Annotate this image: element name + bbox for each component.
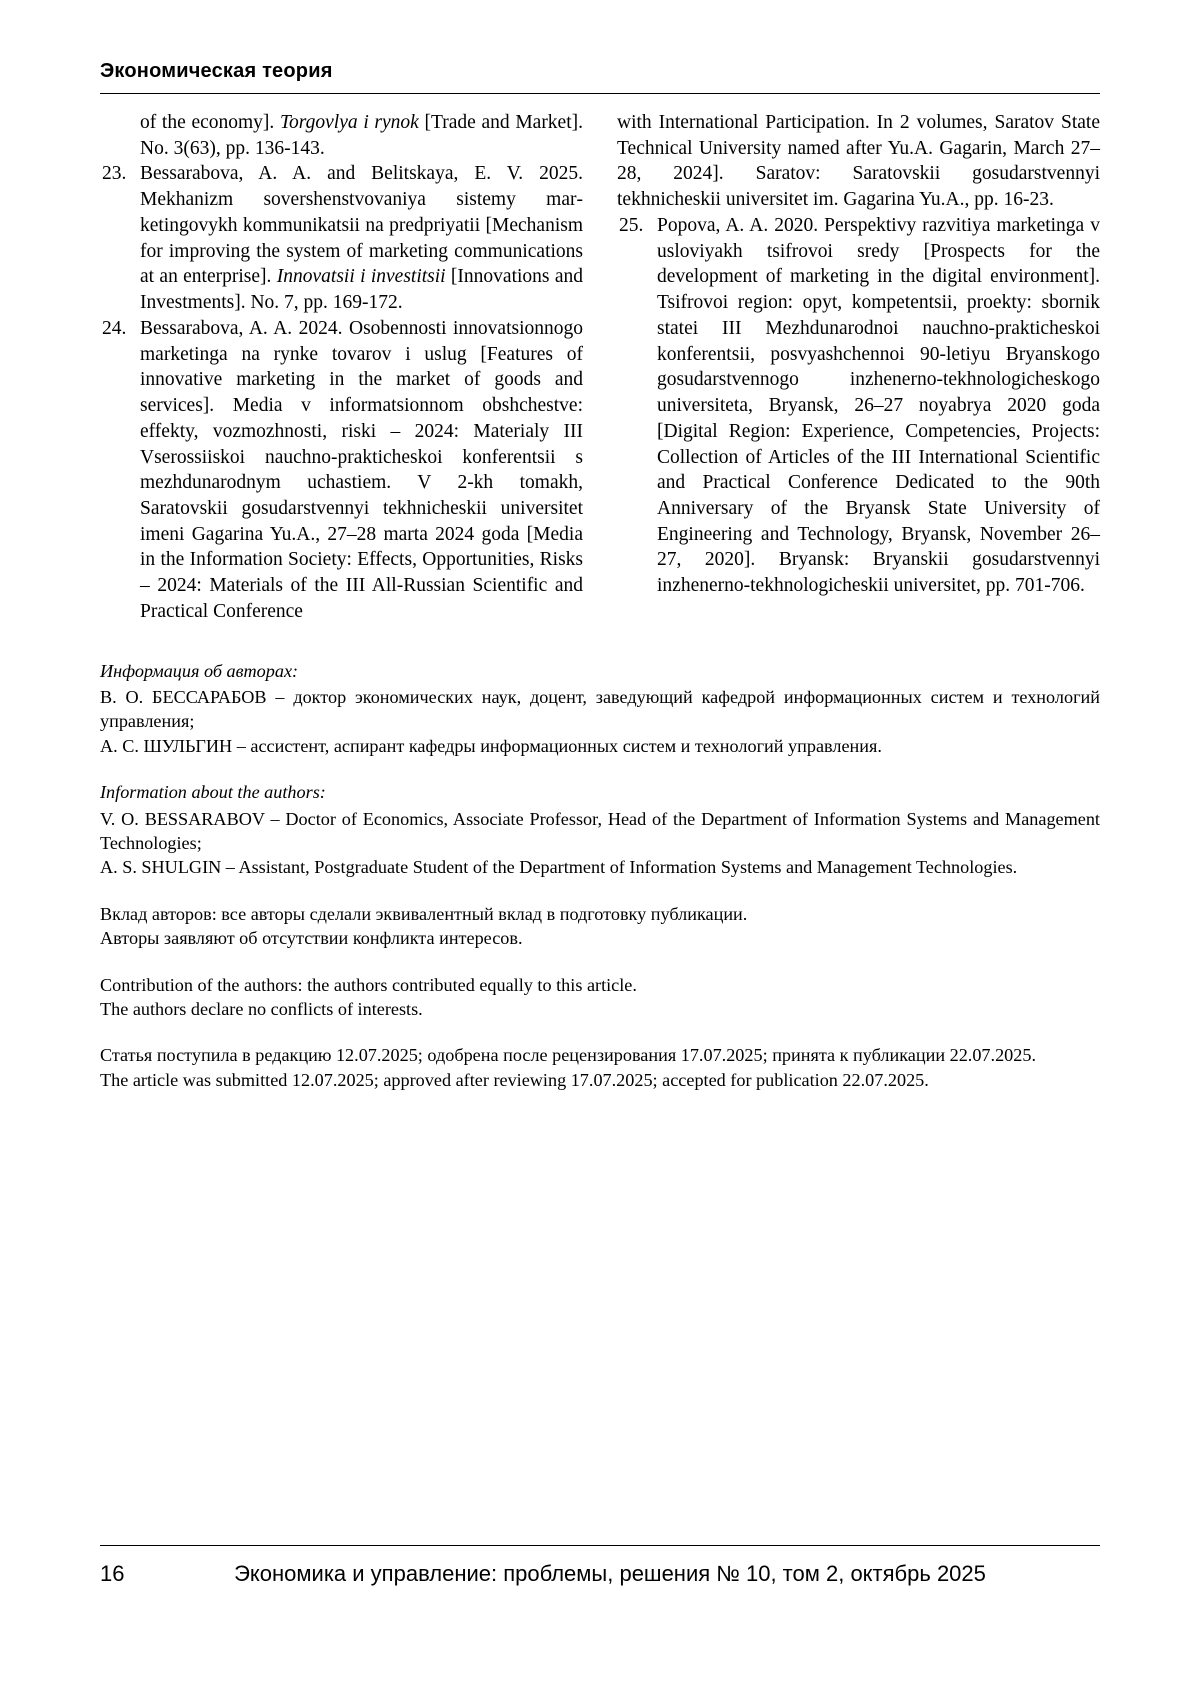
header-divider <box>100 93 1100 94</box>
reference-text: Bessarabova, A. A. 2024. Osobennosti innovatsionnogo marketinga na rynke tovarov i uslug [Features of innovative marketing in the market of goods and services]. Media v informatsionnom obshchestve: effekty, vozmozhnosti, riski – 2024: Materialy III Vserossiiskoi nauchno-prakticheskoi konferentsii s mezhdunarodnym uchastiem. V 2-kh tomakh, Saratovskii gosudarstvennyi tekhnicheskii universitet imeni Gagarina Yu.A., 27–28 marta 2024 goda [Media in the Information Society: Effects, Opportunities, Risks – 2024: Materials of the III All-Russian Scientific and Practical Conference <box>140 317 583 622</box>
authors-info-en-line1: V. O. BESSARABOV – Doctor of Economics, Associate Professor, Head of the Department of Information Systems and Management Technologies; <box>100 808 1100 854</box>
contribution-ru <box>100 902 1100 951</box>
reference-item <box>100 161 583 315</box>
footer-journal-title: Экономика и управление: проблемы, решения № 10, том 2, октябрь 2025 <box>234 1561 986 1586</box>
footer-divider <box>100 1545 1100 1546</box>
page-footer <box>100 1561 1100 1587</box>
right-column <box>617 110 1100 599</box>
reference-text: Popova, A. A. 2020. Perspektivy razvitiya marketinga v usloviyakh tsifrovoi sredy [Prospects for the development of marketing in the digital environment]. Tsifrovoi region: opyt, kompetentsii, proekty: sbornik statei III Mezhdunarodnoi nauchno-prakticheskoi konferentsii, posvyashchennoi 90-letiyu Bryanskogo gosudarstvennogo inzhenerno-tekhnologicheskogo universiteta, Bryansk, 26–27 noyabrya 2020 goda [Digital Region: Experience, Competencies, Projects: Collection of Articles of the III International Scientific and Practical Conference Dedicated to the 90th Anniversary of the Bryansk State University of Engineering and Technology, Bryansk, November 26–27, 2020]. Bryansk: Bryanskii gosudarstvennyi inzhenerno-tekhnologicheskii universitet, pp. 701-706. <box>657 214 1100 597</box>
contribution-ru-line1: Вклад авторов: все авторы сделали эквивалентный вклад в подготовку публикации. <box>100 903 748 924</box>
spacer <box>100 880 1100 902</box>
contribution-en-line2: The authors declare no conflicts of interests. <box>100 998 423 1019</box>
authors-info-ru-line2: А. С. ШУЛЬГИН – ассистент, аспирант кафедры информационных систем и технологий управления. <box>100 735 882 756</box>
reference-number: 23. <box>102 163 127 185</box>
left-column <box>100 110 583 625</box>
reference-item <box>617 213 1100 599</box>
contribution-en-line1: Contribution of the authors: the authors contributed equally to this article. <box>100 974 637 995</box>
reference-number <box>100 110 140 161</box>
reference-number: 25. <box>619 214 644 236</box>
footer-page-number: 16 <box>100 1561 125 1586</box>
spacer <box>100 758 1100 780</box>
authors-info-en-heading: Information about the authors: <box>100 782 326 803</box>
submission-dates <box>100 1043 1100 1092</box>
reference-item <box>617 110 1100 213</box>
contribution-ru-line2: Авторы заявляют об отсутствии конфликта интересов. <box>100 928 523 949</box>
submission-dates-en: The article was submitted 12.07.2025; approved after reviewing 17.07.2025; accepted for publication 22.07.2025. <box>100 1069 929 1090</box>
authors-info-en-line2: A. S. SHULGIN – Assistant, Postgraduate Student of the Department of Information Systems and Management Technologies. <box>100 857 1018 878</box>
reference-text: Bessarabova, A. A. and Belitskaya, E. V. 2025. Mekhanizm sovershenstvovaniya sistemy marketingovykh kommunikatsii na predpriyatii [Mechanism for improving the system of marketing communications at an enterprise]. Innovatsii i investitsii [Innovations and Investments]. No. 7, pp. 169-172. <box>140 163 583 314</box>
page-content <box>100 60 1100 1092</box>
authors-info-en <box>100 780 1100 880</box>
reference-number: 24. <box>102 317 127 339</box>
authors-info-ru <box>100 659 1100 759</box>
submission-dates-ru: Статья поступила в редакцию 12.07.2025; одобрена после рецензирования 17.07.2025; принята к публикации 22.07.2025. <box>100 1045 1036 1066</box>
authors-info-ru-line1: В. О. БЕССАРАБОВ – доктор экономических наук, доцент, заведующий кафедрой информационных систем и технологий управления; <box>100 687 1100 732</box>
spacer <box>100 1021 1100 1043</box>
reference-columns <box>100 110 1100 625</box>
reference-text: of the economy]. Torgovlya i rynok [Trade and Market]. No. 3(63), pp. 136-143. <box>140 112 583 159</box>
reference-item <box>100 110 583 161</box>
reference-item <box>100 316 583 625</box>
contribution-en <box>100 973 1100 1022</box>
spacer <box>100 951 1100 973</box>
running-head: Экономическая теория <box>100 60 333 82</box>
authors-info-ru-heading: Информация об авторах: <box>100 660 299 681</box>
reference-text: with International Participation. In 2 volumes, Saratov State Technical University named after Yu.A. Gagarin, March 27–28, 2024]. Saratov: Saratovskii gosudarstvennyi tekhnicheskii universitet im. Gagarina Yu.A., pp. 16-23. <box>617 112 1100 211</box>
